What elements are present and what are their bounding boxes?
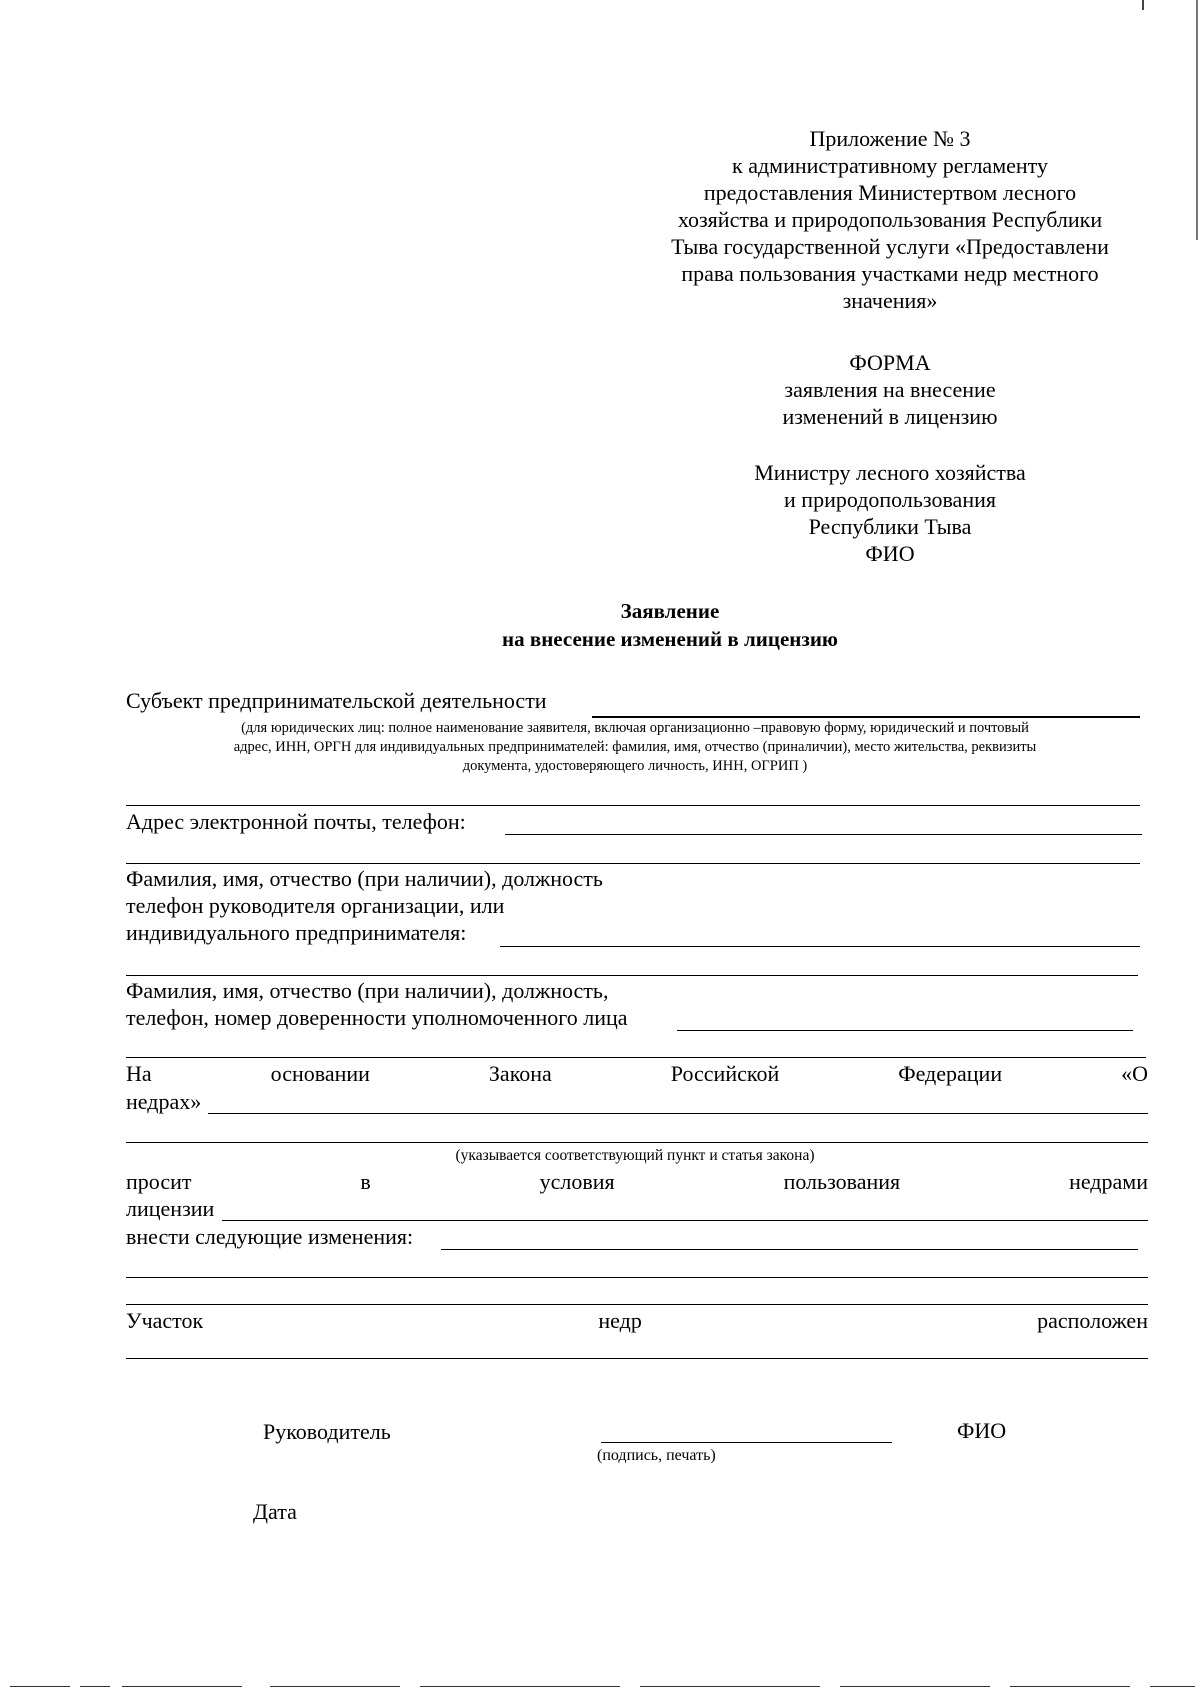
law-basis-row bbox=[126, 1063, 1148, 1085]
law-word: Федерации bbox=[898, 1061, 1003, 1086]
fio-label: ФИО bbox=[957, 1418, 1007, 1443]
appendix-line: Тыва государственной услуги «Предоставлени bbox=[671, 234, 1109, 259]
head-label-line: Фамилия, имя, отчество (при наличии), должность bbox=[126, 866, 603, 891]
site-row bbox=[126, 1310, 1148, 1332]
changes-label: внести следующие изменения: bbox=[126, 1224, 414, 1249]
subject-input-line[interactable] bbox=[592, 716, 1140, 718]
appendix-line: Приложение № 3 bbox=[809, 126, 971, 151]
head-signature-label: Руководитель bbox=[263, 1419, 391, 1444]
changes-input-line-2[interactable] bbox=[126, 1277, 1148, 1278]
law-word: На bbox=[126, 1061, 152, 1086]
request-word: недрами bbox=[1069, 1169, 1148, 1194]
form-label-line: ФОРМА bbox=[849, 350, 931, 375]
appendix-line: предоставления Министертвом лесного bbox=[703, 180, 1077, 205]
scan-bottom-edge bbox=[840, 1686, 990, 1687]
addressee-line: и природопользования bbox=[784, 487, 996, 512]
request-continuation: лицензии bbox=[126, 1196, 215, 1221]
scan-bottom-edge bbox=[640, 1686, 820, 1687]
site-word: расположен bbox=[1037, 1308, 1148, 1333]
changes-input-line[interactable] bbox=[441, 1249, 1138, 1250]
date-label: Дата bbox=[253, 1499, 297, 1524]
proxy-input-line-2[interactable] bbox=[126, 1057, 1146, 1058]
proxy-label-line: Фамилия, имя, отчество (при наличии), должность, bbox=[126, 978, 609, 1003]
request-row bbox=[126, 1171, 1148, 1193]
scan-bottom-edge bbox=[1150, 1686, 1195, 1687]
request-input-line[interactable] bbox=[222, 1220, 1148, 1221]
request-word: пользования bbox=[783, 1169, 901, 1194]
scan-bottom-edge bbox=[1010, 1686, 1130, 1687]
scan-bottom-edge bbox=[122, 1686, 242, 1687]
subject-label: Субъект предпринимательской деятельности bbox=[126, 688, 547, 713]
law-hint: (указывается соответствующий пункт и статья закона) bbox=[455, 1147, 815, 1164]
head-input-line[interactable] bbox=[500, 946, 1140, 947]
law-input-line[interactable] bbox=[208, 1113, 1148, 1114]
appendix-line: права пользования участками недр местного bbox=[681, 261, 1099, 286]
request-word: просит bbox=[126, 1169, 192, 1194]
head-label-line: индивидуального предпринимателя: bbox=[126, 920, 467, 945]
law-word: «О bbox=[1121, 1061, 1148, 1086]
document-title bbox=[360, 601, 980, 657]
subject-hint-line: (для юридических лиц: полное наименование заявителя, включая организационно –правовую форму, юридический и почтовый bbox=[241, 720, 1029, 736]
proxy-label-block bbox=[126, 980, 628, 1034]
subject-hint-line: адрес, ИНН, ОРГН для индивидуальных предпринимателей: фамилия, имя, отчество (приналичии), место жительства, реквизиты bbox=[233, 739, 1037, 755]
head-label-block bbox=[126, 868, 603, 949]
appendix-line: значения» bbox=[842, 288, 938, 313]
email-label: Адрес электронной почты, телефон: bbox=[126, 809, 466, 834]
scan-edge-mark bbox=[1196, 0, 1198, 240]
appendix-line: к административному регламенту bbox=[732, 153, 1048, 178]
subject-input-line-2[interactable] bbox=[126, 805, 1140, 806]
signature-input-line[interactable] bbox=[601, 1442, 892, 1443]
title-line-1: Заявление bbox=[620, 599, 720, 623]
law-word: Закона bbox=[488, 1061, 552, 1086]
scan-bottom-edge bbox=[10, 1686, 70, 1687]
site-word: недр bbox=[598, 1308, 642, 1333]
site-input-line[interactable] bbox=[126, 1358, 1148, 1359]
form-label-line: изменений в лицензию bbox=[782, 404, 998, 429]
proxy-input-line[interactable] bbox=[677, 1030, 1133, 1031]
form-label-line: заявления на внесение bbox=[784, 377, 996, 402]
form-label-block bbox=[740, 352, 1040, 433]
law-word: Российской bbox=[670, 1061, 780, 1086]
law-input-line-2[interactable] bbox=[126, 1142, 1148, 1143]
scan-bottom-edge bbox=[420, 1686, 620, 1687]
appendix-line: хозяйства и природопользования Республики bbox=[677, 207, 1103, 232]
subject-hint bbox=[120, 721, 1150, 778]
email-input-line-2[interactable] bbox=[126, 863, 1140, 864]
law-continuation: недрах» bbox=[126, 1089, 202, 1114]
proxy-label-line: телефон, номер доверенности уполномоченного лица bbox=[126, 1005, 628, 1030]
addressee-block bbox=[740, 462, 1040, 570]
site-word: Участок bbox=[126, 1308, 204, 1333]
appendix-block bbox=[640, 128, 1140, 317]
subject-hint-line: документа, удостоверяющего личность, ИНН, ОГРИП ) bbox=[462, 758, 808, 774]
head-label-line: телефон руководителя организации, или bbox=[126, 893, 505, 918]
scan-bottom-edge bbox=[80, 1686, 110, 1687]
changes-input-line-3[interactable] bbox=[126, 1304, 1148, 1305]
head-input-line-2[interactable] bbox=[126, 975, 1138, 976]
signature-hint: (подпись, печать) bbox=[597, 1447, 716, 1464]
scan-edge-mark bbox=[1142, 0, 1144, 10]
title-line-2: на внесение изменений в лицензию bbox=[502, 627, 838, 651]
law-word: основании bbox=[270, 1061, 370, 1086]
scan-bottom-edge bbox=[270, 1686, 400, 1687]
request-word: в bbox=[360, 1169, 371, 1194]
request-word: условия bbox=[539, 1169, 615, 1194]
addressee-line: Республики Тыва bbox=[808, 514, 972, 539]
addressee-line: ФИО bbox=[865, 541, 915, 566]
email-input-line[interactable] bbox=[505, 834, 1142, 835]
addressee-line: Министру лесного хозяйства bbox=[754, 460, 1026, 485]
